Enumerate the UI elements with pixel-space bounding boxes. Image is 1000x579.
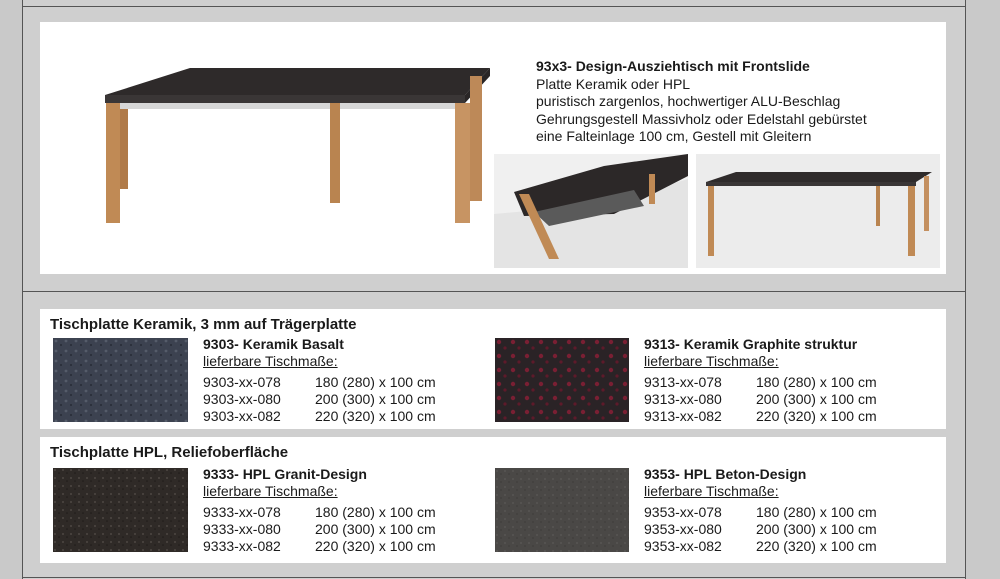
product-heading: 93x3- Design-Ausziehtisch mit Frontslide xyxy=(536,58,810,74)
article-code: 9313-xx-078 xyxy=(644,374,722,390)
divider xyxy=(22,291,965,292)
dimension: 200 (300) x 100 cm xyxy=(756,521,877,537)
article-code: 9353-xx-082 xyxy=(644,538,722,554)
swatch-beton xyxy=(495,468,629,552)
size-row xyxy=(203,391,436,408)
dimension: 220 (320) x 100 cm xyxy=(315,408,436,424)
dimension: 200 (300) x 100 cm xyxy=(315,521,436,537)
article-code: 9353-xx-080 xyxy=(644,521,722,537)
dimension: 220 (320) x 100 cm xyxy=(315,538,436,554)
product-graphite xyxy=(644,336,877,425)
article-code: 9303-xx-082 xyxy=(203,408,281,424)
product-name: 9313- Keramik Graphite struktur xyxy=(644,336,858,352)
product-name: 9333- HPL Granit-Design xyxy=(203,466,367,482)
size-row xyxy=(644,408,877,425)
sizes-label: lieferbare Tischmaße: xyxy=(203,353,338,369)
dimension: 180 (280) x 100 cm xyxy=(315,374,436,390)
dimension: 220 (320) x 100 cm xyxy=(756,538,877,554)
ceramic-section xyxy=(40,309,946,429)
dimension: 180 (280) x 100 cm xyxy=(756,504,877,520)
section-title: Tischplatte HPL, Reliefoberfläche xyxy=(50,444,289,461)
swatch-granit xyxy=(53,468,188,552)
article-code: 9313-xx-082 xyxy=(644,408,722,424)
dimension: 180 (280) x 100 cm xyxy=(756,374,877,390)
article-code: 9333-xx-078 xyxy=(203,504,281,520)
sizes-label: lieferbare Tischmaße: xyxy=(203,483,338,499)
size-row xyxy=(644,521,877,538)
article-code: 9303-xx-080 xyxy=(203,391,281,407)
description-line: Platte Keramik oder HPL xyxy=(536,75,691,92)
size-row xyxy=(203,521,436,538)
product-beton xyxy=(644,466,877,555)
product-basalt xyxy=(203,336,436,425)
description-line: Gehrungsgestell Massivholz oder Edelstahl gebürstet xyxy=(536,110,867,127)
hero-panel xyxy=(40,22,946,274)
product-name: 9353- HPL Beton-Design xyxy=(644,466,807,482)
description-line: puristisch zargenlos, hochwertiger ALU-Beschlag xyxy=(536,93,841,109)
size-row xyxy=(203,408,436,425)
size-row xyxy=(644,538,877,555)
size-row xyxy=(644,374,877,391)
size-row xyxy=(203,374,436,391)
dimension: 220 (320) x 100 cm xyxy=(756,408,877,424)
article-code: 9333-xx-080 xyxy=(203,521,281,537)
hpl-section xyxy=(40,437,946,563)
mechanism-image xyxy=(494,154,688,268)
dimension: 180 (280) x 100 cm xyxy=(315,504,436,520)
table-main-image xyxy=(70,60,490,230)
dimension: 200 (300) x 100 cm xyxy=(756,391,877,407)
extended-table-image xyxy=(696,154,940,268)
size-row xyxy=(203,504,436,521)
article-code: 9333-xx-082 xyxy=(203,538,281,554)
product-description xyxy=(536,58,867,146)
sizes-label: lieferbare Tischmaße: xyxy=(644,483,779,499)
description-line: eine Falteinlage 100 cm, Gestell mit Gleitern xyxy=(536,128,812,144)
dimension: 200 (300) x 100 cm xyxy=(315,391,436,407)
divider xyxy=(22,6,965,7)
sizes-label: lieferbare Tischmaße: xyxy=(644,353,779,369)
product-granit xyxy=(203,466,436,555)
size-row xyxy=(644,391,877,408)
product-name: 9303- Keramik Basalt xyxy=(203,336,344,352)
swatch-graphite xyxy=(495,338,629,422)
size-row xyxy=(644,504,877,521)
article-code: 9303-xx-078 xyxy=(203,374,281,390)
size-row xyxy=(203,538,436,555)
divider xyxy=(22,577,965,578)
article-code: 9353-xx-078 xyxy=(644,504,722,520)
article-code: 9313-xx-080 xyxy=(644,391,722,407)
section-title: Tischplatte Keramik, 3 mm auf Trägerplatte xyxy=(50,316,357,333)
swatch-basalt xyxy=(53,338,188,422)
